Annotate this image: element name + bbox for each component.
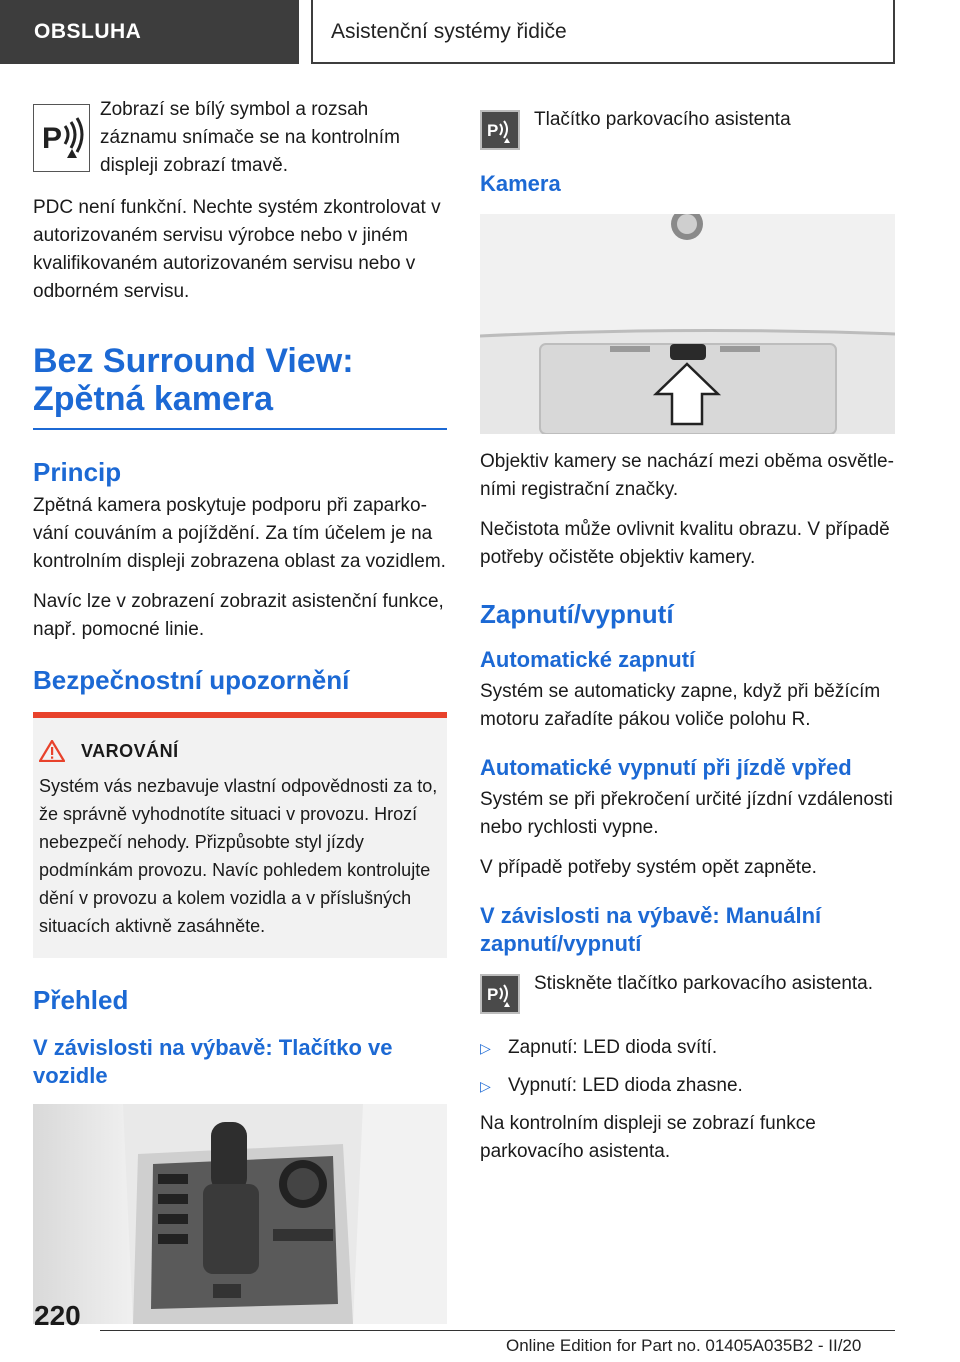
- final-paragraph: Na kontrolním displeji se zobrazí funkce parkovacího asistenta.: [480, 1113, 816, 1162]
- svg-text:P: P: [487, 985, 499, 1004]
- svg-text:P: P: [41, 122, 62, 155]
- list-item: [480, 1034, 895, 1062]
- overview-heading: Přehled: [33, 985, 129, 1015]
- list-item: [480, 1072, 895, 1100]
- chapter-title: Asistenční systémy řidiče: [311, 0, 895, 64]
- warning-box: [33, 712, 447, 958]
- auto-off-heading: Automatické vypnutí při jízdě vpřed: [480, 755, 852, 780]
- left-column: [33, 96, 447, 1324]
- footer-edition: Online Edition for Part no. 01405A035B2 - II/20: [506, 1336, 862, 1355]
- principle-paragraph-1: Zpětná kamera poskytuje podporu při zaparkování couváním a pojíždění. Za tím účelem je na kontrolním displeji zobrazena oblast za vozidlem.: [33, 495, 446, 572]
- auto-on-text: Systém se automaticky zapne, když při běžícím motoru zařadíte pákou voliče polohu R.: [480, 681, 881, 730]
- park-assist-button-text: Tlačítko parkovacího asistenta: [534, 109, 791, 130]
- camera-paragraph-1: Objektiv kamery se nachází mezi oběma osvětleními registrační značky.: [480, 451, 894, 500]
- warning-text: Systém vás nezbavuje vlastní odpovědnosti za to, že správně vyhodnotíte situaci v provozu. Hrozí nebezpečí nehody. Přizpůsobte styl jízdy podmínkám provozu. Navíc pohledem kontrolujte dění v provozu a kolem vozidla a v příslušných situacích aktivně zasáhněte.: [39, 776, 438, 936]
- page-title: Bez Surround View: Zpětná kamera: [33, 342, 447, 430]
- triangle-bullet-icon: ▷: [480, 1040, 491, 1056]
- camera-paragraph-2: Nečistota může ovlivnit kvalitu obrazu. V případě potřeby očistěte objektiv kamery.: [480, 519, 890, 568]
- list-item-text: Vypnutí: LED dioda zhasne.: [508, 1075, 743, 1096]
- auto-off-paragraph-1: Systém se při překročení určité jízdní vzdálenosti nebo rychlosti vypne.: [480, 789, 893, 838]
- principle-paragraph-2: Navíc lze v zobrazení zobrazit asistenční funkce, např. pomocné linie.: [33, 591, 444, 640]
- parking-sensor-icon: [33, 104, 90, 172]
- rear-camera-photo: [480, 214, 895, 434]
- manual-heading: V závislosti na výbavě: Manuální zapnutí/vypnutí: [480, 903, 822, 956]
- footer-divider: [100, 1330, 895, 1331]
- principle-heading: Princip: [33, 457, 122, 487]
- section-tab: OBSLUHA: [0, 0, 299, 64]
- warning-label: VAROVÁNÍ: [81, 740, 179, 761]
- pdc-not-functional-text: PDC není funkční. Nechte systém zkontrolovat v autorizovaném servisu výrobce nebo v jiném kvalifikovaném autorizovaném servisu nebo v odborném servisu.: [33, 197, 441, 302]
- page-number: 220: [34, 1300, 81, 1331]
- warning-title: [39, 740, 439, 762]
- manual-button-text: Stiskněte tlačítko parkovacího asistenta.: [534, 973, 874, 994]
- park-assist-button-icon: [480, 110, 520, 150]
- park-assist-button-icon-2: [480, 974, 520, 1014]
- center-console-photo: [33, 1104, 447, 1324]
- manual-button-note: [480, 970, 895, 1014]
- auto-on-heading: Automatické zapnutí: [480, 647, 696, 672]
- onoff-heading: Zapnutí/vypnutí: [480, 599, 674, 629]
- pdc-status-note: [33, 96, 447, 180]
- list-item-text: Zapnutí: LED dioda svítí.: [508, 1037, 718, 1058]
- button-heading: V závislosti na výbavě: Tlačítko ve vozidle: [33, 1035, 393, 1088]
- auto-off-paragraph-2: V případě potřeby systém opět zapněte.: [480, 857, 817, 878]
- svg-text:P: P: [487, 121, 499, 140]
- pdc-icon-text: Zobrazí se bílý symbol a rozsah záznamu snímače se na kontrolním displeji zobrazí tmavě.: [100, 99, 400, 176]
- camera-heading: Kamera: [480, 171, 561, 196]
- right-column: [480, 96, 895, 1178]
- warning-triangle-icon: [39, 740, 65, 762]
- park-assist-button-note: [480, 106, 895, 150]
- safety-heading: Bezpečnostní upozornění: [33, 665, 350, 695]
- triangle-bullet-icon: ▷: [480, 1078, 491, 1094]
